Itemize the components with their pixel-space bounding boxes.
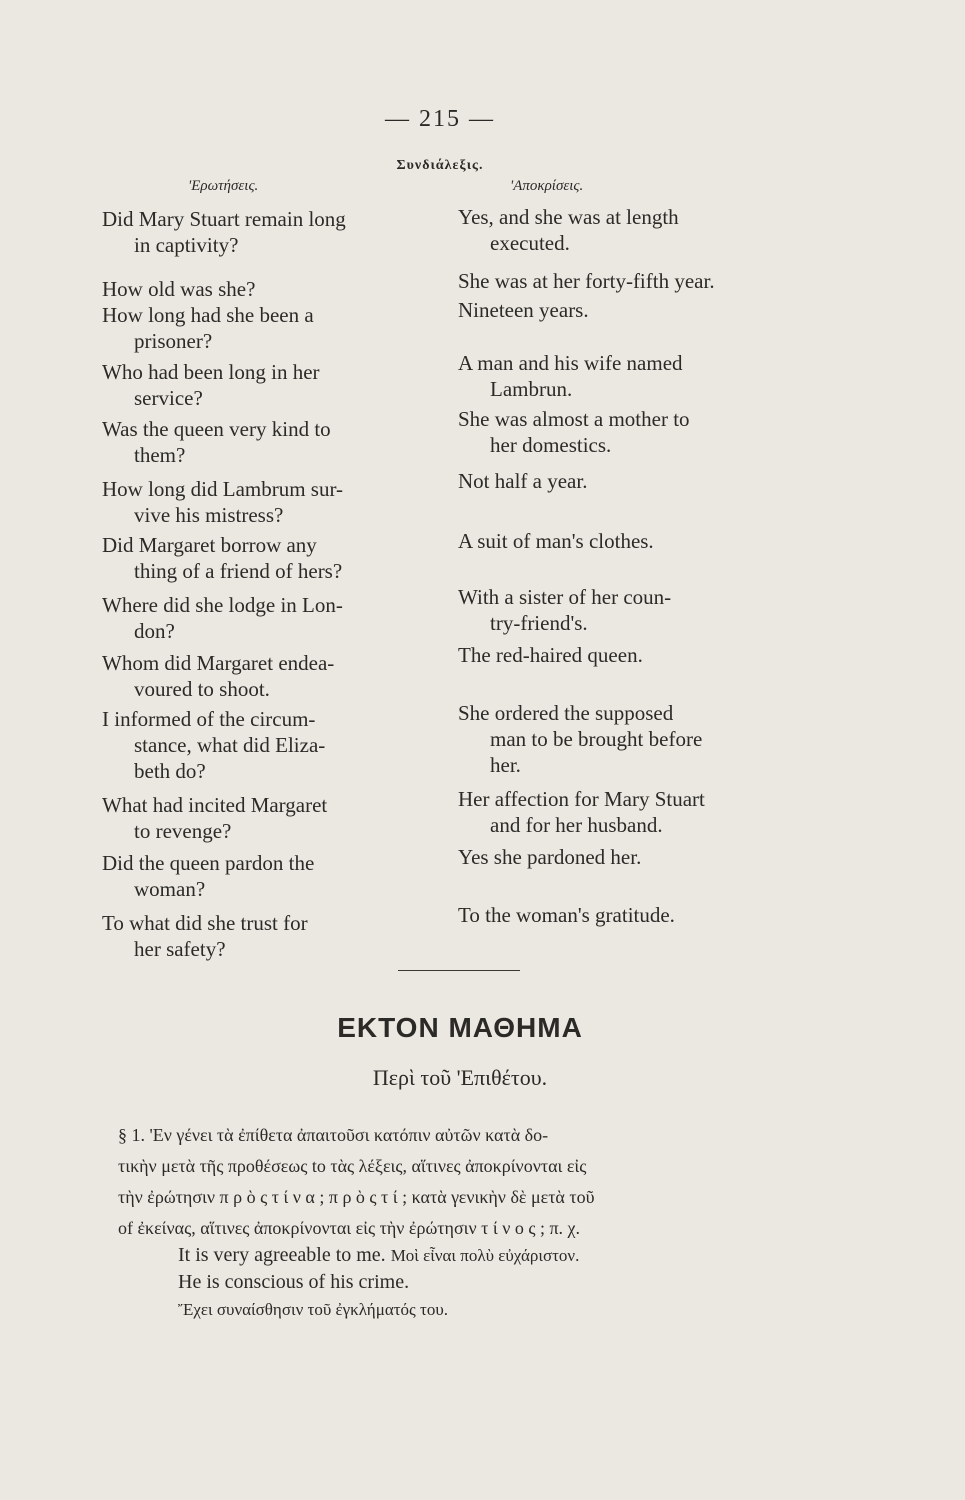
answer-line: She was at her forty-fifth year. <box>458 269 715 293</box>
example-line: Ἔχει συναίσθησιν τοῦ ἐγκλήματός του. <box>178 1300 449 1319</box>
question-line: How long did Lambrum sur- <box>102 477 344 501</box>
lesson-title: ΕΚΤΟΝ ΜΑΘΗΜΑ <box>337 1012 583 1043</box>
section-divider <box>398 970 520 971</box>
answer-line: Yes she pardoned her. <box>458 845 642 869</box>
paragraph-line: τὴν ἐρώτησιν π ρ ὸ ς τ ί ν α ; π ρ ὸ ς τ ί ; κατὰ γενικὴν δὲ μετὰ τοῦ <box>118 1187 595 1207</box>
question-line: beth do? <box>134 759 206 783</box>
answer-line: A man and his wife named <box>458 351 683 375</box>
answer-13 <box>458 902 798 928</box>
questions-column-heading: 'Ερωτήσεις. <box>188 178 259 194</box>
paragraph-line: τικὴν μετὰ τῆς προθέσεως to τὰς λέξεις, αἵτινες ἀποκρίνονται εἰς <box>118 1156 587 1176</box>
question-2 <box>102 276 442 302</box>
question-11 <box>102 792 442 844</box>
question-line: How long had she been a <box>102 303 314 327</box>
example-line: He is conscious of his crime. <box>178 1271 410 1293</box>
examples-block <box>178 1242 818 1323</box>
example-english: It is very agreeable to me. <box>178 1244 386 1266</box>
answer-line: She ordered the supposed <box>458 701 674 725</box>
answer-line: her domestics. <box>490 433 612 457</box>
question-line: Was the queen very kind to <box>102 417 331 441</box>
answer-line: her. <box>490 753 521 777</box>
answer-line: Nineteen years. <box>458 298 589 322</box>
example-greek: Μοὶ εἶναι πολὺ εὐχάριστον. <box>390 1246 580 1265</box>
answer-line: To the woman's gratitude. <box>458 903 675 927</box>
paragraph-line: § 1. 'Εν γένει τὰ ἐπίθετα ἀπαιτοῦσι κατόπιν αὐτῶν κατὰ δο- <box>118 1125 549 1145</box>
question-line: To what did she trust for <box>102 911 308 935</box>
question-line: woman? <box>134 877 206 901</box>
question-line: to revenge? <box>134 819 232 843</box>
question-line: How old was she? <box>102 277 256 301</box>
question-7 <box>102 532 442 584</box>
question-line: Where did she lodge in Lon- <box>102 593 343 617</box>
answer-6 <box>458 468 798 494</box>
question-8 <box>102 592 442 644</box>
question-line: Did Mary Stuart remain long <box>102 207 346 231</box>
question-line: voured to shoot. <box>134 677 270 701</box>
answer-line: try-friend's. <box>490 611 588 635</box>
page-number: — 215 — <box>385 106 495 132</box>
question-line: them? <box>134 443 186 467</box>
question-9 <box>102 650 442 702</box>
question-6 <box>102 476 442 528</box>
question-12 <box>102 850 442 902</box>
answer-line: Lambrun. <box>490 377 573 401</box>
answer-9 <box>458 642 798 668</box>
answer-8 <box>458 584 798 636</box>
example-line <box>178 1242 818 1269</box>
question-4 <box>102 359 442 411</box>
answer-line: Her affection for Mary Stuart <box>458 787 705 811</box>
answer-10 <box>458 700 798 778</box>
lesson-subtitle: Περὶ τοῦ 'Επιθέτου. <box>372 1065 548 1090</box>
question-line: stance, what did Eliza- <box>134 733 326 757</box>
answer-1 <box>458 204 798 256</box>
question-line: What had incited Margaret <box>102 793 328 817</box>
question-line: in captivity? <box>134 233 239 257</box>
question-line: thing of a friend of hers? <box>134 559 343 583</box>
question-13 <box>102 910 442 962</box>
answer-line: and for her husband. <box>490 813 663 837</box>
grammar-paragraph <box>118 1120 838 1244</box>
question-line: Whom did Margaret endea- <box>102 651 335 675</box>
answer-11 <box>458 786 798 838</box>
question-line: service? <box>134 386 203 410</box>
answer-2 <box>458 268 798 294</box>
answer-12 <box>458 844 798 870</box>
answer-line: A suit of man's clothes. <box>458 529 654 553</box>
answer-7 <box>458 528 798 554</box>
answers-column-heading: 'Αποκρίσεις. <box>510 178 584 194</box>
question-line: Who had been long in her <box>102 360 320 384</box>
question-line: don? <box>134 619 175 643</box>
question-line: vive his mistress? <box>134 503 284 527</box>
question-10 <box>102 706 442 784</box>
answer-line: Yes, and she was at length <box>458 205 679 229</box>
answer-3 <box>458 297 798 323</box>
question-3 <box>102 302 442 354</box>
question-line: Did the queen pardon the <box>102 851 315 875</box>
question-line: her safety? <box>134 937 226 961</box>
answer-line: Not half a year. <box>458 469 588 493</box>
answer-line: executed. <box>490 231 570 255</box>
answer-line: With a sister of her coun- <box>458 585 672 609</box>
answer-line: The red-haired queen. <box>458 643 643 667</box>
question-line: Did Margaret borrow any <box>102 533 317 557</box>
answer-4 <box>458 350 798 402</box>
answer-line: She was almost a mother to <box>458 407 690 431</box>
question-line: prisoner? <box>134 329 213 353</box>
dialogue-title: Συνδιάλεξις. <box>396 158 484 173</box>
answer-5 <box>458 406 798 458</box>
paragraph-line: of ἐκείνας, αἵτινες ἀποκρίνονται εἰς τὴν ἐρώτησιν τ ί ν ο ς ; π. χ. <box>118 1218 581 1238</box>
answer-line: man to be brought before <box>490 727 703 751</box>
question-line: I informed of the circum- <box>102 707 316 731</box>
question-1 <box>102 206 442 258</box>
question-5 <box>102 416 442 468</box>
